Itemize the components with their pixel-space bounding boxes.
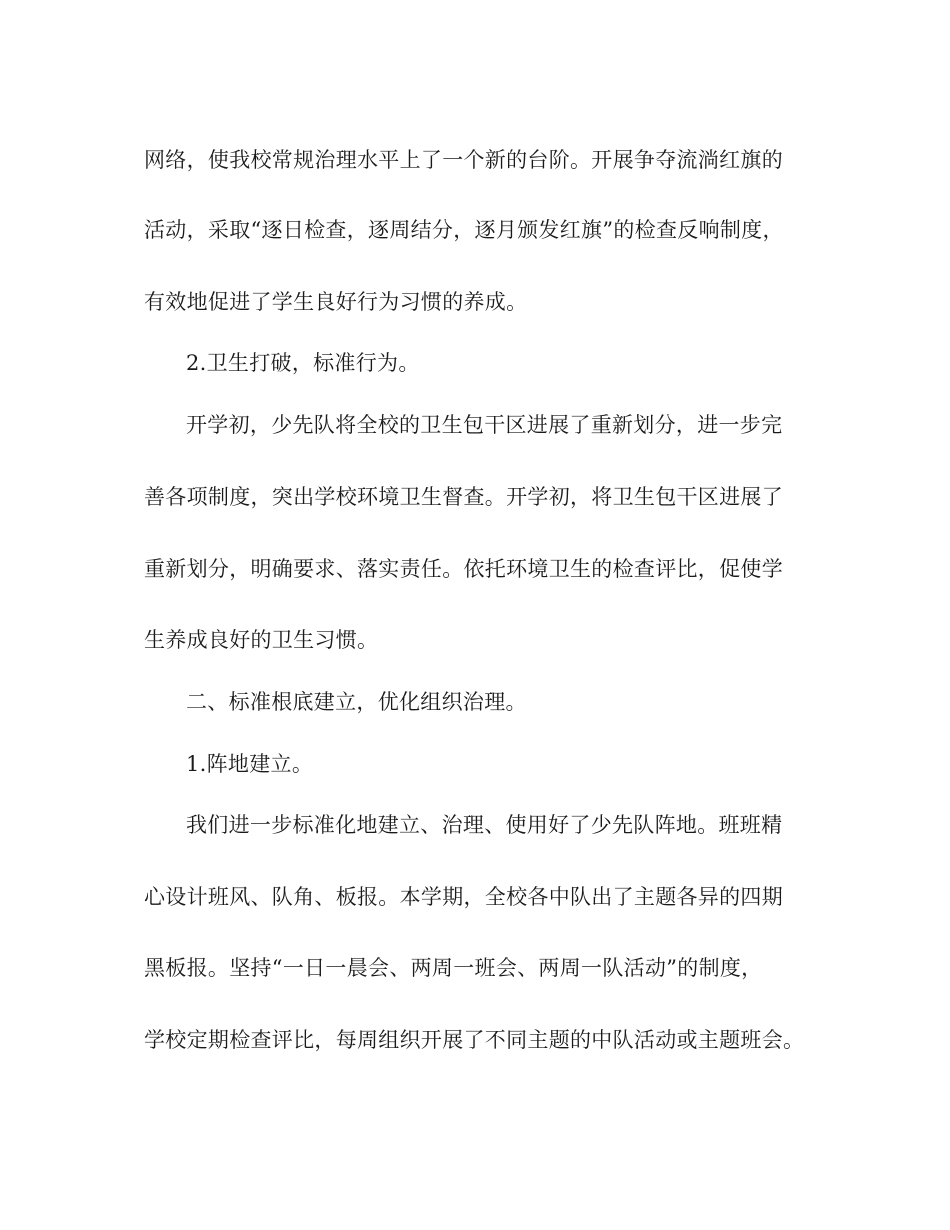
paragraph-line: 学校定期检查评比，每周组织开展了不同主题的中队活动或主题班会。 (144, 1028, 805, 1052)
paragraph-line: 我们进一步标准化地建立、治理、使用好了少先队阵地。班班精 (186, 813, 783, 837)
paragraph-line: 有效地促进了学生良好行为习惯的养成。 (144, 290, 528, 314)
section-heading: 1.阵地建立。 (186, 752, 314, 776)
paragraph-line: 黑板报。坚持“一日一晨会、两周一班会、两周一队活动”的制度， (144, 956, 763, 980)
paragraph-line: 活动，采取“逐日检查，逐周结分，逐月颁发红旗”的检查反响制度， (144, 218, 784, 242)
section-heading: 二、标准根底建立，优化组织治理。 (186, 690, 527, 714)
paragraph-line: 心设计班风、队角、板报。本学期，全校各中队出了主题各异的四期 (144, 885, 783, 909)
paragraph-line: 善各项制度，突出学校环境卫生督查。开学初，将卫生包干区进展了 (144, 485, 783, 509)
section-heading: 2.卫生打破，标准行为。 (186, 351, 420, 375)
paragraph-line: 重新划分，明确要求、落实责任。依托环境卫生的检查评比，促使学 (144, 557, 783, 581)
paragraph-line: 网络，使我校常规治理水平上了一个新的台阶。开展争夺流淌红旗的 (144, 148, 783, 172)
paragraph-line: 开学初，少先队将全校的卫生包干区进展了重新划分，进一步完 (186, 413, 783, 437)
paragraph-line: 生养成良好的卫生习惯。 (144, 628, 379, 652)
